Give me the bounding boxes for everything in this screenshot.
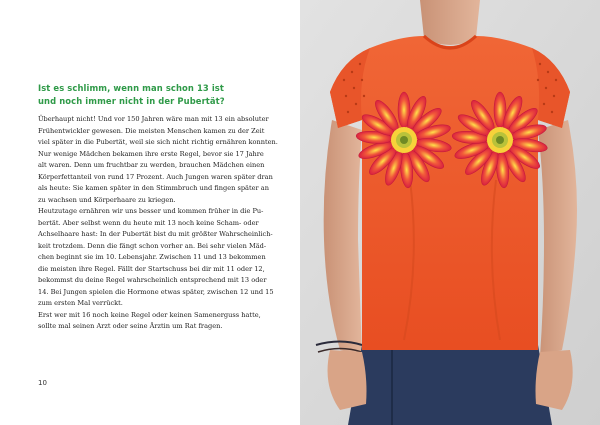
- text-line: bekommst du deine Regel wahrscheinlich entsprechend mit 13 oder: [38, 276, 267, 284]
- text-line: die meisten ihre Regel. Fällt der Startschuss bei dir mit 11 oder 12,: [38, 264, 265, 273]
- text-line: zu wachsen und Körperhaare zu kriegen.: [38, 195, 176, 204]
- jeans: [348, 345, 552, 425]
- text-line: Heutzutage ernähren wir uns besser und kommen früher in die Pu-: [38, 207, 264, 215]
- text-line: viel später in die Pubertät, weil sie sich nicht richtig ernähren konnten.: [38, 138, 278, 146]
- question-heading: [38, 82, 288, 108]
- text-line: keit trotzdem. Denn die fängt schon vorher an. Bei sehr vielen Mäd-: [38, 241, 267, 250]
- orange-shirt: [330, 36, 570, 350]
- neck: [420, 0, 480, 45]
- photo-illustration: [300, 0, 600, 425]
- answer-text: [38, 114, 280, 333]
- page-number: 10: [38, 379, 47, 387]
- text-line: Nur wenige Mädchen bekamen ihre erste Regel, bevor sie 17 Jahre: [38, 149, 264, 158]
- text-line: sollte mal seinen Arzt oder seine Ärztin um Rat fragen.: [38, 322, 223, 330]
- right-page-photo: [300, 0, 600, 425]
- text-line: zum ersten Mal verrückt.: [38, 299, 123, 307]
- text-line: 14. Bei Jungen spielen die Hormone etwas später, zwischen 12 und 15: [38, 287, 274, 296]
- text-line: Achselhaare hast: In der Pubertät bist du mit größter Wahrscheinlich-: [38, 230, 273, 238]
- text-line: bertät. Aber selbst wenn du heute mit 13 noch keine Scham- oder: [38, 218, 259, 227]
- text-line: Erst wer mit 16 noch keine Regel oder keinen Samenerguss hatte,: [38, 310, 261, 319]
- heading-line: und noch immer nicht in der Pubertät?: [38, 96, 225, 106]
- text-line: alt waren. Denn um fruchtbar zu werden, brauchen Mädchen einen: [38, 161, 265, 169]
- text-line: chen beginnt sie im 10. Lebensjahr. Zwischen 11 und 13 bekommen: [38, 253, 266, 261]
- text-line: Frühentwickler gewesen. Die meisten Menschen kamen zu der Zeit: [38, 126, 265, 135]
- text-line: Überhaupt nicht! Und vor 150 Jahren wäre man mit 13 ein absoluter: [38, 115, 269, 123]
- text-line: als heute: Sie kamen später in den Stimmbruch und fingen später an: [38, 184, 269, 192]
- heading-line: Ist es schlimm, wenn man schon 13 ist: [38, 83, 224, 93]
- text-line: Körperfettanteil von rund 17 Prozent. Auch Jungen waren später dran: [38, 172, 273, 181]
